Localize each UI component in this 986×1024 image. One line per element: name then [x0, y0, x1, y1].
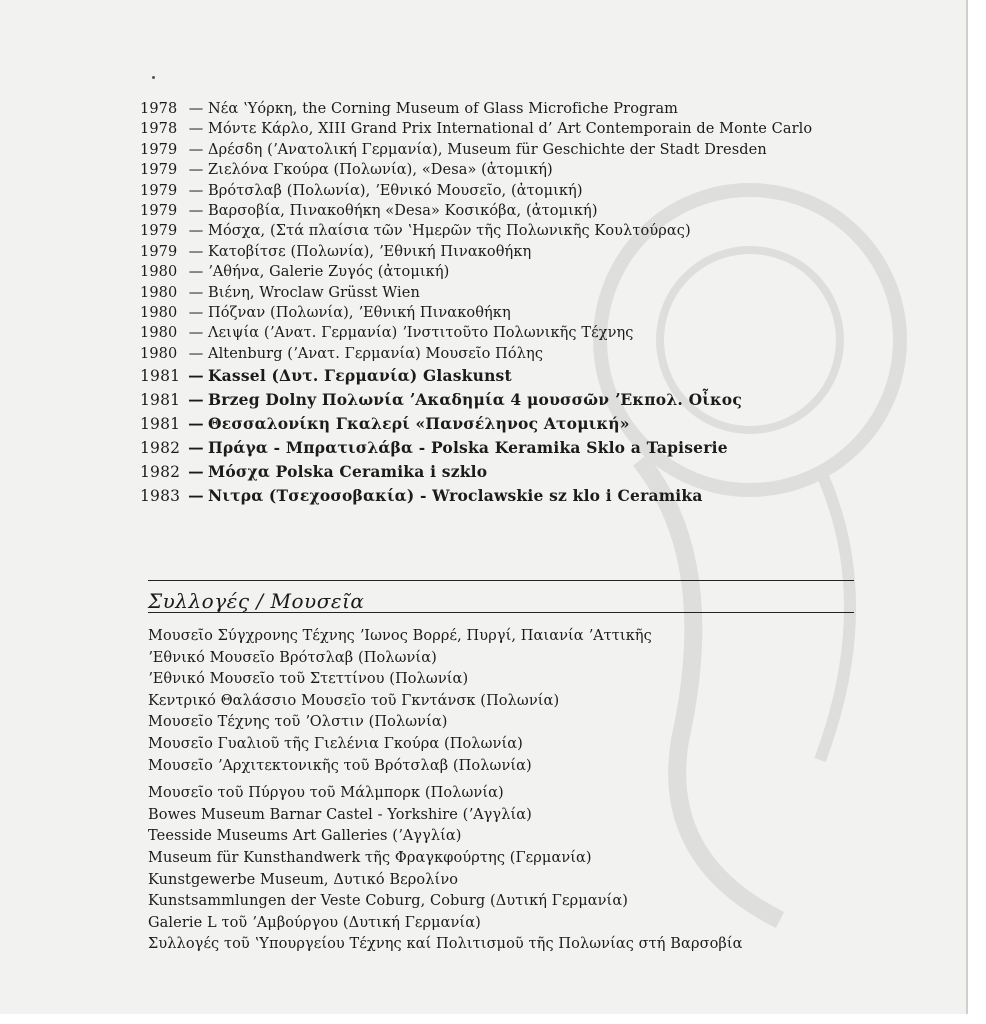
exhibition-dash: — — [188, 325, 204, 342]
exhibition-dash: — — [188, 264, 204, 281]
exhibition-dash: — — [188, 305, 204, 322]
exhibition-dash: — — [188, 203, 204, 220]
exhibition-dash: — — [188, 284, 204, 301]
exhibition-text: Altenburg (ʼΑνατ. Γερμανία) Μουσεῖο Πόλης — [208, 345, 544, 362]
collection-item: Kunstsammlungen der Veste Coburg, Coburg (Δυτική Γερμανία) — [148, 893, 628, 910]
collection-item: Μουσεῖο ʼΑρχιτεκτονικῆς τοῦ Βρότσλαβ (Πολωνία) — [148, 757, 532, 774]
exhibition-row — [140, 221, 860, 241]
collection-item: Kunstgewerbe Museum, Δυτικό Βερολίνο — [148, 871, 459, 888]
exhibition-text: Μόσχα Polska Ceramika i szklo — [208, 462, 488, 482]
exhibition-row — [140, 323, 860, 343]
exhibition-year: 1978 — [140, 101, 178, 117]
exhibition-row — [140, 460, 860, 484]
exhibition-text: Μόσχα, (Στά πλαίσια τῶν ʽΗμερῶν τῆς Πολωνικῆς Κουλτούρας) — [208, 223, 691, 240]
exhibition-row — [140, 283, 860, 303]
collections-list — [148, 626, 868, 956]
exhibition-year: 1979 — [140, 243, 178, 260]
exhibition-year: 1979 — [140, 162, 178, 179]
collection-item: Μουσεῖο Σύγχρονης Τέχνης ʼΙωνος Βορρέ, Πυργί, Παιανία ʼΑττικῆς — [148, 628, 652, 644]
section-divider-bottom — [148, 612, 854, 613]
exhibition-year: 1981 — [140, 367, 181, 386]
exhibition-year: 1980 — [140, 325, 178, 342]
exhibition-year: 1978 — [140, 121, 178, 138]
exhibition-dash: — — [188, 486, 204, 506]
exhibition-list — [140, 99, 860, 508]
exhibition-dash: — — [188, 390, 204, 410]
exhibition-year: 1983 — [140, 487, 181, 506]
exhibition-row — [140, 181, 860, 201]
exhibition-dash: — — [188, 121, 204, 138]
exhibition-text: Βαρσοβία, Πινακοθήκη «Desa» Κοσικόβα, (ἀτομική) — [208, 203, 598, 220]
exhibition-text: Brzeg Dolny Πολωνία ʼΑκαδημία 4 μουσσῶν ʼΕκπολ. Οἶκος — [208, 390, 742, 410]
exhibition-row — [140, 99, 860, 119]
exhibition-year: 1979 — [140, 182, 178, 199]
exhibition-text: Πόζναν (Πολωνία), ʼΕθνική Πινακοθήκη — [208, 305, 511, 322]
exhibition-dash: — — [188, 438, 204, 458]
exhibition-row — [140, 201, 860, 221]
exhibition-row — [140, 484, 860, 508]
exhibition-row — [140, 303, 860, 323]
exhibition-year: 1981 — [140, 391, 181, 410]
collection-item: Museum für Kunsthandwerk τῆς Φραγκφούρτης (Γερμανία) — [148, 849, 592, 866]
exhibition-text: Ζιελόνα Γκούρα (Πολωνία), «Desa» (ἀτομική) — [208, 162, 553, 179]
collection-item: ʼΕθνικό Μουσεῖο τοῦ Στεττίνου (Πολωνία) — [148, 671, 469, 688]
collection-item: Μουσεῖο Γυαλιοῦ τῆς Γιελένια Γκούρα (Πολωνία) — [148, 735, 523, 752]
exhibition-text: Πράγα - Μπρατισλάβα - Polska Keramika Sklo a Tapiserie — [208, 438, 728, 458]
exhibition-dash: — — [188, 462, 204, 482]
exhibition-dash: — — [188, 366, 204, 386]
exhibition-text: Βιένη, Wroclaw Grüsst Wien — [208, 284, 420, 301]
exhibition-text: Νέα ʽΥόρκη, the Corning Museum of Glass Microfiche Program — [208, 101, 679, 117]
exhibition-year: 1981 — [140, 415, 181, 434]
exhibition-dash: — — [188, 345, 204, 362]
exhibition-text: Δρέσδη (ʼΑνατολική Γερμανία), Museum für Geschichte der Stadt Dresden — [208, 141, 767, 158]
exhibition-row — [140, 119, 860, 139]
exhibition-text: Λειψία (ʼΑνατ. Γερμανία) ʼΙνστιτοῦτο Πολωνικῆς Τέχνης — [208, 325, 634, 342]
exhibition-year: 1980 — [140, 284, 178, 301]
collection-item: Συλλογές τοῦ ʽΥπουργείου Τέχνης καί Πολιτισμοῦ τῆς Πολωνίας στή Βαρσοβία — [148, 936, 743, 953]
collection-item: Galerie L τοῦ ʼΑμβούργου (Δυτική Γερμανία) — [148, 914, 481, 931]
margin-dot — [152, 76, 155, 79]
collection-item: Μουσεῖο Τέχνης τοῦ ʼΟλστιν (Πολωνία) — [148, 714, 448, 731]
exhibition-dash: — — [188, 243, 204, 260]
exhibition-row — [140, 262, 860, 282]
exhibition-text: Βρότσλαβ (Πολωνία), ʼΕθνικό Μουσεῖο, (ἀτομική) — [208, 182, 583, 199]
exhibition-year: 1979 — [140, 141, 178, 158]
exhibition-row — [140, 140, 860, 160]
exhibition-dash: — — [188, 414, 204, 434]
exhibition-dash: — — [188, 223, 204, 240]
collection-item: Κεντρικό Θαλάσσιο Μουσεῖο τοῦ Γκντάνσκ (Πολωνία) — [148, 692, 560, 709]
exhibition-row — [140, 242, 860, 262]
exhibition-row — [140, 412, 860, 436]
exhibition-text: ʼΑθήνα, Galerie Ζυγός (ἀτομική) — [208, 264, 450, 281]
section-divider-top — [148, 580, 854, 581]
collection-item: Μουσεῖο τοῦ Πύργου τοῦ Μάλμπορκ (Πολωνία) — [148, 785, 504, 802]
exhibition-row — [140, 364, 860, 388]
collections-heading: Συλλογές / Μουσεῖα — [148, 589, 365, 613]
exhibition-text: Θεσσαλονίκη Γκαλερί «Πανσέληνος Ατομική» — [208, 414, 630, 434]
collection-item: Teesside Museums Art Galleries (ʼΑγγλία) — [148, 828, 462, 845]
exhibition-text: Kassel (Δυτ. Γερμανία) Glaskunst — [208, 366, 512, 386]
exhibition-dash: — — [188, 182, 204, 199]
exhibition-year: 1980 — [140, 264, 178, 281]
exhibition-row — [140, 344, 860, 364]
exhibition-year: 1980 — [140, 345, 178, 362]
exhibition-row — [140, 436, 860, 460]
exhibition-year: 1979 — [140, 223, 178, 240]
collection-item: Bowes Museum Barnar Castel - Yorkshire (ʼΑγγλία) — [148, 806, 532, 823]
exhibition-text: Νιτρα (Τσεχοσοβακία) - Wroclawskie sz klo i Ceramika — [208, 486, 703, 506]
exhibition-year: 1982 — [140, 463, 181, 482]
exhibition-dash: — — [188, 162, 204, 179]
exhibition-dash: — — [188, 141, 204, 158]
exhibition-dash: — — [188, 101, 204, 117]
exhibition-year: 1979 — [140, 203, 178, 220]
exhibition-year: 1980 — [140, 305, 178, 322]
collection-item: ʼΕθνικό Μουσεῖο Βρότσλαβ (Πολωνία) — [148, 649, 437, 666]
exhibition-row — [140, 388, 860, 412]
exhibition-row — [140, 160, 860, 180]
exhibition-text: Κατοβίτσε (Πολωνία), ʼΕθνική Πινακοθήκη — [208, 243, 532, 260]
exhibition-text: Μόντε Κάρλο, XIII Grand Prix International d’ Art Contemporain de Monte Carlo — [208, 121, 813, 138]
exhibition-year: 1982 — [140, 439, 181, 458]
